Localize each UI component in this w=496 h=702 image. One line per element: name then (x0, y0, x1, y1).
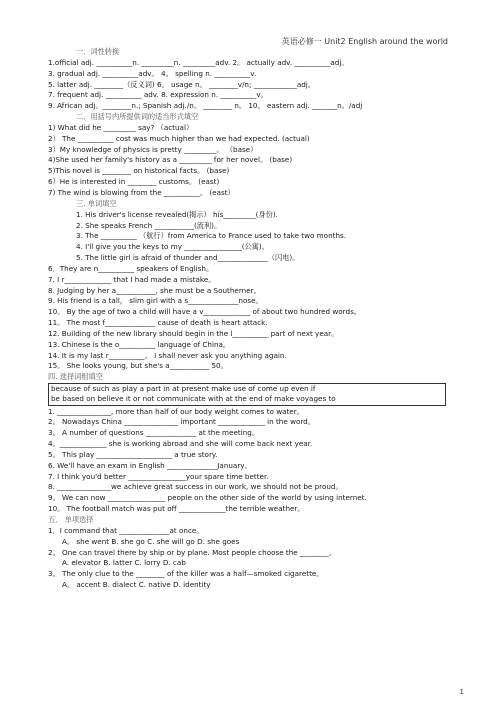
worksheet-line: 2。 Nowadays China _______________ important _____________ in the word。 (48, 417, 315, 427)
worksheet-line: 1．I command that ______________at once。 (48, 525, 204, 535)
worksheet-line: 9. His friend is a tall， slim girl with a s______________nose。 (48, 296, 263, 306)
worksheet-line: 5. latter adj. ________（反义词) 6。 usage n。 ________v/n; ____________adj。 (48, 79, 315, 89)
sections-four-five (48, 407, 458, 591)
worksheet-line: A. elevator B. latter C. lorry D. cab (62, 558, 186, 568)
worksheet-line: 4)She used her family's history as a _________ for her novel。 (base) (48, 155, 293, 165)
worksheet-line: 4. I'll give you the keys to my ________________(公寓)。 (76, 242, 269, 252)
worksheet-line: 3. The __________ （航行）from America to France used to take two months. (76, 231, 347, 241)
worksheet-line: 3。 The only clue to the ________ of the killer was a half—smoked cigarette。 (48, 569, 324, 579)
worksheet-line: 13. Chinese is the o__________ language of China。 (48, 339, 231, 349)
worksheet-line: 1) What did he _________ say? （actual） (48, 122, 194, 132)
worksheet-line: 7. frequent adj. __________ adv. 8. expression n. __________v。 (48, 90, 268, 100)
sections-one-to-four (48, 47, 458, 383)
worksheet-line: A。 she went B. she go C. she will go D. she goes (62, 536, 240, 546)
worksheet-line: 4。_____________ she is working abroad and she will come back next year. (48, 439, 313, 449)
word-box-row: be based on believe it or not communicate with at the end of make voyages to (51, 394, 336, 404)
worksheet-line: 7) The wind is blowing from the __________。 (east） (48, 187, 235, 197)
worksheet-line: 8. _______________we achieve great success in our work, we should not be proud。 (48, 482, 343, 492)
worksheet-line: 5。 This play _____________________ a true story. (48, 449, 218, 459)
worksheet-line: 1.official adj. __________n. _________n. _________adv. 2。 actually adv. __________adj。 (48, 57, 349, 67)
phrase-word-box (48, 383, 446, 405)
worksheet-line: 3. gradual adj. __________adv。 4。 spelling n. __________v. (48, 68, 257, 78)
worksheet-line: 二．用括号内所提供词的适当形式填空 (76, 112, 199, 122)
worksheet-line: 9. African adj。________n.; Spanish adj./n。 ________ n。 10。 eastern adj. _______n。/adj (48, 101, 363, 111)
worksheet-line: 2） The __________ cost was much higher than we had expected. (actual) (48, 133, 310, 143)
worksheet-line: 6．They are n__________ speakers of English。 (48, 263, 214, 273)
worksheet-line: 6. We'll have an exam in English ______________January。 (48, 460, 252, 470)
worksheet-line: 三. 单词填空 (76, 198, 117, 208)
worksheet-line: 7. I r_____________ that I had made a mistake。 (48, 274, 216, 284)
worksheet-line: 12. Building of the new library should begin in the l__________ part of next year。 (48, 328, 339, 338)
word-box-row: because of such as play a part in at present make use of come up even if (51, 384, 316, 394)
worksheet-line: 1. _______________, more than half of our body weight comes to water。 (48, 406, 304, 416)
worksheet-content (48, 47, 458, 591)
worksheet-line: 11。 The most f______________ cause of death is heart attack. (48, 318, 268, 328)
worksheet-line: 10。 By the age of two a child will have a v_____________ of about two hundred words。 (48, 307, 361, 317)
page-header: 英语必修一 Unit2 English around the world (281, 37, 448, 46)
worksheet-line: 5)This novel is ________ on historical facts。 (base) (48, 166, 230, 176)
worksheet-line: 四. 选择词组填空 (48, 372, 103, 382)
worksheet-line: 14. It is my last r__________。 I shall never ask you anything again. (48, 350, 287, 360)
worksheet-line: 五． 单项选择 (48, 514, 94, 524)
worksheet-line: 1. His driver's license revealed(揭示） his_________(身份). (76, 209, 278, 219)
worksheet-line: 10。 The football match was put off _____________the terrible weather。 (48, 504, 305, 514)
worksheet-line: 15。 She looks young, but she's a___________ 50。 (48, 361, 228, 371)
worksheet-line: 3）My knowledge of physics is pretty _________。 （base） (48, 144, 258, 154)
worksheet-line: 2. She speaks French ___________(流利)。 (76, 220, 222, 230)
worksheet-line: 7. I think you'd better ________________your spare time better. (48, 471, 269, 481)
worksheet-line: A。 accent B. dialect C. native D. identity (62, 580, 211, 590)
worksheet-line: 3。 A number of questions ______________ at the meeting。 (48, 428, 260, 438)
worksheet-line: 2。 One can travel there by ship or by plane. Most people choose the ________。 (48, 547, 336, 557)
worksheet-line: 一．词性转换 (76, 47, 120, 56)
worksheet-line: 6）He is interested in ________ customs。 (east) (48, 177, 220, 187)
page-number: 1 (459, 688, 464, 696)
worksheet-line: 8. Judging by her a___________, she must be a Southerner。 (48, 285, 261, 295)
worksheet-line: 5. The little girl is afraid of thunder and______________（闪电)。 (76, 253, 300, 263)
worksheet-line: 9。 We can now ________________ people on the other side of the world by using internet. (48, 493, 367, 503)
